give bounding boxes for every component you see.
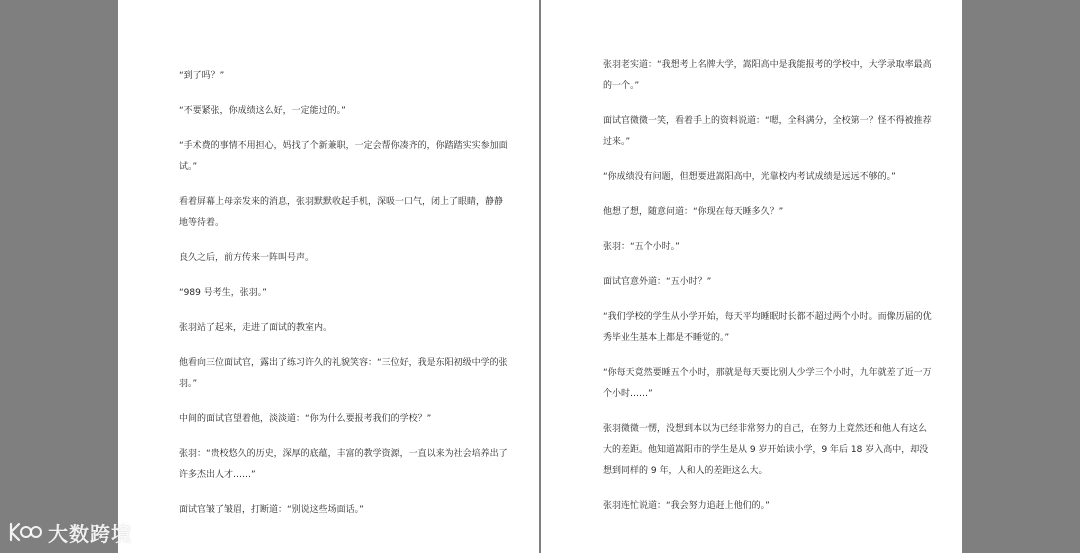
paragraph: “我们学校的学生从小学开始，每天平均睡眠时长都不超过两个小时。而像历届的优秀毕业生基本上都是不睡觉的。” xyxy=(603,312,932,343)
paragraph: “989 号考生，张羽。” xyxy=(179,288,267,298)
paragraph: 面试官微微一笑，看着手上的资料说道：“嗯，全科满分，全校第一？怪不得被推荐过来。” xyxy=(603,116,932,147)
watermark xyxy=(8,519,132,545)
paragraph: 面试官皱了皱眉，打断道：“别说这些场面话。” xyxy=(179,505,364,515)
paragraph: 张羽老实道：“我想考上名牌大学，嵩阳高中是我能报考的学校中，大学录取率最高的一个。” xyxy=(603,60,932,91)
paragraph: 张羽连忙说道：“我会努力追赶上他们的。” xyxy=(603,501,770,511)
watermark-text: 大数跨境 xyxy=(48,521,132,546)
paragraph: “到了吗？” xyxy=(179,71,225,81)
paragraph: 面试官意外道：“五小时？” xyxy=(603,277,712,287)
paragraph: “手术费的事情不用担心，妈找了个新兼职，一定会帮你凑齐的，你踏踏实实参加面试。” xyxy=(179,141,508,172)
paragraph: 张羽：“五个小时。” xyxy=(603,242,680,252)
paragraph: 他想了想，随意问道：“你现在每天睡多久？” xyxy=(603,207,784,217)
paragraph: 张羽站了起来，走进了面试的教室内。 xyxy=(179,323,333,333)
paragraph: “你每天竟然要睡五个小时，那就是每天要比别人少学三个小时，九年就差了近一万个小时……” xyxy=(603,368,932,399)
paragraph: “不要紧张，你成绩这么好，一定能过的。” xyxy=(179,106,346,116)
paragraph: “你成绩没有问题，但想要进嵩阳高中，光靠校内考试成绩是远远不够的。” xyxy=(603,172,896,182)
paragraph: 中间的面试官望着他，淡淡道：“你为什么要报考我们的学校？” xyxy=(179,414,432,424)
kdata-logo-icon xyxy=(8,521,42,543)
paragraph: 张羽：“贵校悠久的历史，深厚的底蕴，丰富的教学资源，一直以来为社会培养出了许多杰出人才……” xyxy=(179,449,508,480)
document-page-right[interactable] xyxy=(541,0,962,553)
paragraph: 看着屏幕上母亲发来的消息，张羽默默收起手机，深吸一口气，闭上了眼睛，静静地等待着。 xyxy=(179,197,504,228)
paragraph: 张羽微微一愣，没想到本以为已经非常努力的自己，在努力上竟然还和他人有这么大的差距。他知道嵩阳市的学生是从 9 岁开始读小学，9 年后 18 岁入高中，却没想到同样的 9 年，人和人的差距这么大。 xyxy=(603,424,929,476)
paragraph: 良久之后，前方传来一阵叫号声。 xyxy=(179,253,315,263)
paragraph: 他看向三位面试官，露出了练习许久的礼貌笑容：“三位好，我是东阳初级中学的张羽。” xyxy=(179,358,508,389)
document-page-left[interactable] xyxy=(118,0,539,553)
